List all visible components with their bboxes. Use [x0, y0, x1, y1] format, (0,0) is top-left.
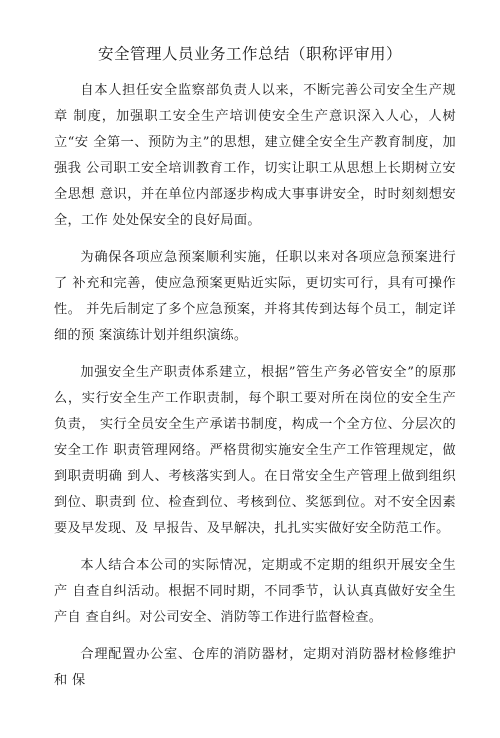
paragraph-safety-culture: 自本人担任安全监察部负责人以来，不断完善公司安全生产规章 制度，加强职工安全生产培训使安全生产意识深入人心，人树立“安 全第一、预防为主”的思想，建立健全安全生产教育制度，加强我 公司职工安全培训教育工作，切实让职工从思想上长期树立安全思想 意识，并在单位内部逐步构成大事事讲安全，时时刻刻想安全，工作 处处保安全的良好局面。: [54, 83, 456, 228]
paragraph-responsibility-system: 加强安全生产职责体系建立，根据”管生产务必管安全”的原那么，实行安全生产工作职责制，每个职工要对所在岗位的安全生产负责， 实行全员安全生产承诺书制度，构成一个全方位、分层次的安全工作 职责管理网络。严格贯彻实施安全生产工作管理规定，做到职责明确 到人、考核落实到人。在日常安全生产管理上做到组织到位、职责到 位、检查到位、考核到位、奖惩到位。对不安全因素要及早发现、及 早报告、及早解决，扎扎实实做好安全防范工作。: [54, 365, 456, 536]
document-title: 安全管理人员业务工作总结（职称评审用）: [97, 45, 402, 63]
paragraph-fire-equipment: 合理配置办公室、仓库的消防器材，定期对消防器材检修维护和 保: [54, 647, 456, 688]
paragraph-self-inspection: 本人结合本公司的实际情况，定期或不定期的组织开展安全生产 自查自纠活动。根据不同时期，不同季节，认认真真做好安全生产自 查自纠。对公司安全、消防等工作进行监督检查。: [54, 558, 456, 625]
paragraph-emergency-plans: 为确保各项应急预案顺利实施，任职以来对各项应急预案进行了 补充和完善，使应急预案更贴近实际，更切实可行，具有可操作性。 并先后制定了多个应急预案，并将其传到达每个员工，制定详细的预 案演练计划并组织演练。: [54, 250, 456, 343]
